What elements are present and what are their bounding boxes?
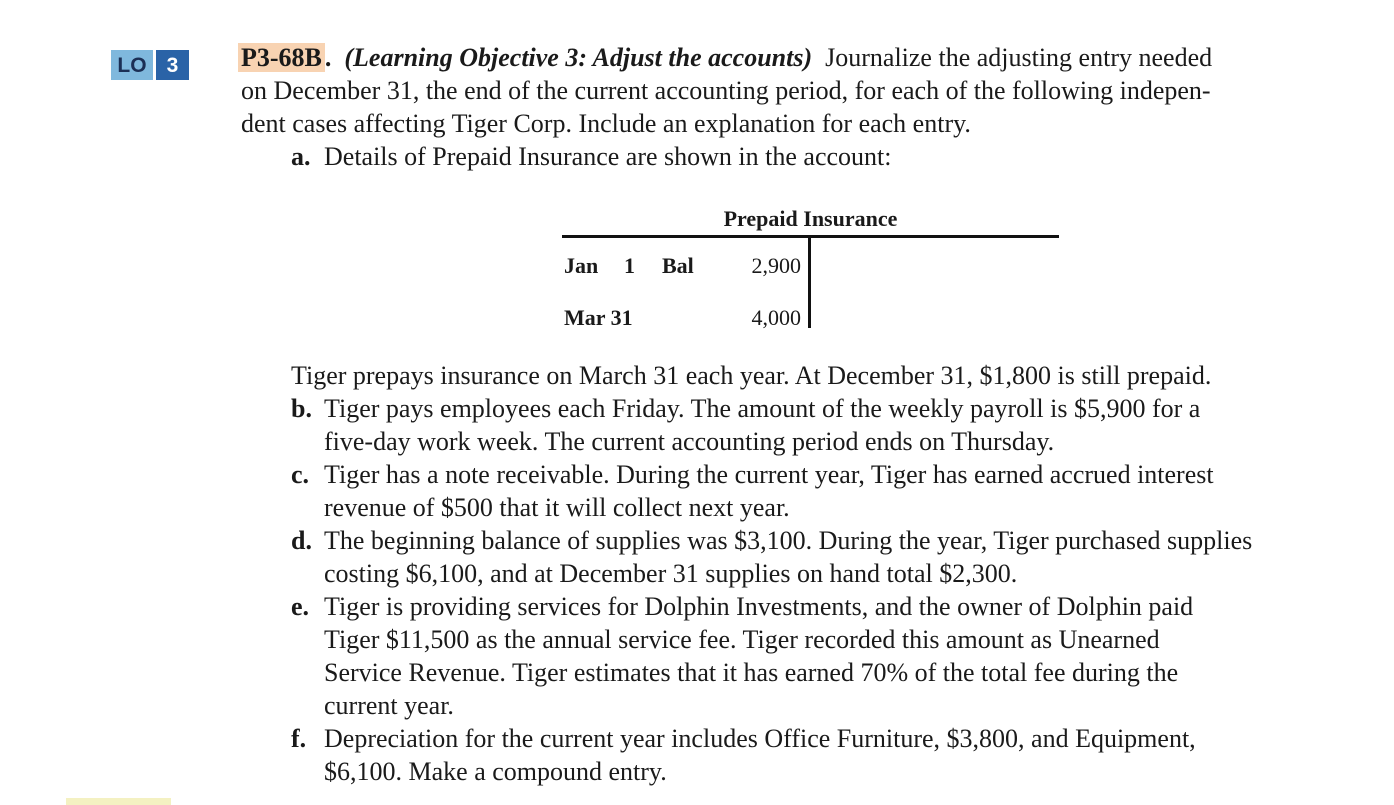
item-f xyxy=(291,724,1196,754)
item-d-line1: The beginning balance of supplies was $3,100. During the year, Tiger purchased supplies xyxy=(324,526,1253,555)
t-account-prepaid-insurance xyxy=(562,200,1059,335)
item-b-label: b. xyxy=(291,394,312,423)
item-a-text: Details of Prepaid Insurance are shown in the account: xyxy=(324,142,892,171)
t-row1-amount: 2,900 xyxy=(751,253,801,278)
item-d-line2: costing $6,100, and at December 31 supplies on hand total $2,300. xyxy=(324,559,1018,588)
problem-id-suffix: . xyxy=(324,43,332,72)
item-d xyxy=(291,526,1252,556)
t-row1-note: Bal xyxy=(662,253,694,278)
t-row2-month: Mar 31 xyxy=(564,305,633,330)
item-b xyxy=(291,394,1200,424)
item-c-label: c. xyxy=(291,460,310,489)
item-b-line2: five-day work week. The current accounting period ends on Thursday. xyxy=(324,427,1055,456)
problem-heading xyxy=(241,43,1212,73)
intro-line-1: Journalize the adjusting entry needed xyxy=(825,43,1213,72)
intro-line-2: on December 31, the end of the current accounting period, for each of the following indepen- xyxy=(241,76,1211,105)
item-b-line1: Tiger pays employees each Friday. The amount of the weekly payroll is $5,900 for a xyxy=(324,394,1201,423)
item-f-line2: $6,100. Make a compound entry. xyxy=(324,757,667,786)
item-e-line3: Service Revenue. Tiger estimates that it has earned 70% of the total fee during the xyxy=(324,658,1179,687)
problem-title: (Learning Objective 3: Adjust the accounts) xyxy=(344,43,813,72)
item-e-line1: Tiger is providing services for Dolphin Investments, and the owner of Dolphin paid xyxy=(324,592,1194,621)
item-c-line2: revenue of $500 that it will collect next year. xyxy=(324,493,790,522)
t-row1-day: 1 xyxy=(624,253,635,278)
t-row2-amount: 4,000 xyxy=(751,305,801,330)
lo-label: LO xyxy=(111,50,153,80)
item-c-line1: Tiger has a note receivable. During the current year, Tiger has earned accrued interest xyxy=(324,460,1214,489)
item-e xyxy=(291,592,1193,622)
item-a xyxy=(291,142,891,172)
t-row1-month: Jan xyxy=(564,253,599,278)
item-f-label: f. xyxy=(291,724,307,753)
item-d-label: d. xyxy=(291,526,312,555)
intro-line-3: dent cases affecting Tiger Corp. Include an explanation for each entry. xyxy=(241,109,971,138)
item-f-line1: Depreciation for the current year includes Office Furniture, $3,800, and Equipment, xyxy=(324,724,1196,753)
highlight-fragment xyxy=(66,798,171,805)
learning-objective-badge xyxy=(111,50,189,80)
item-e-line4: current year. xyxy=(324,691,454,720)
item-e-label: e. xyxy=(291,592,310,621)
item-a-label: a. xyxy=(291,142,311,171)
item-e-line2: Tiger $11,500 as the annual service fee. Tiger recorded this amount as Unearned xyxy=(324,625,1160,654)
item-a-after: Tiger prepays insurance on March 31 each year. At December 31, $1,800 is still prepaid. xyxy=(291,361,1212,390)
problem-id: P3-68B xyxy=(238,43,325,72)
t-account-title: Prepaid Insurance xyxy=(723,206,898,231)
t-account-vertical-rule xyxy=(808,235,811,328)
lo-number: 3 xyxy=(156,50,189,80)
item-c xyxy=(291,460,1214,490)
